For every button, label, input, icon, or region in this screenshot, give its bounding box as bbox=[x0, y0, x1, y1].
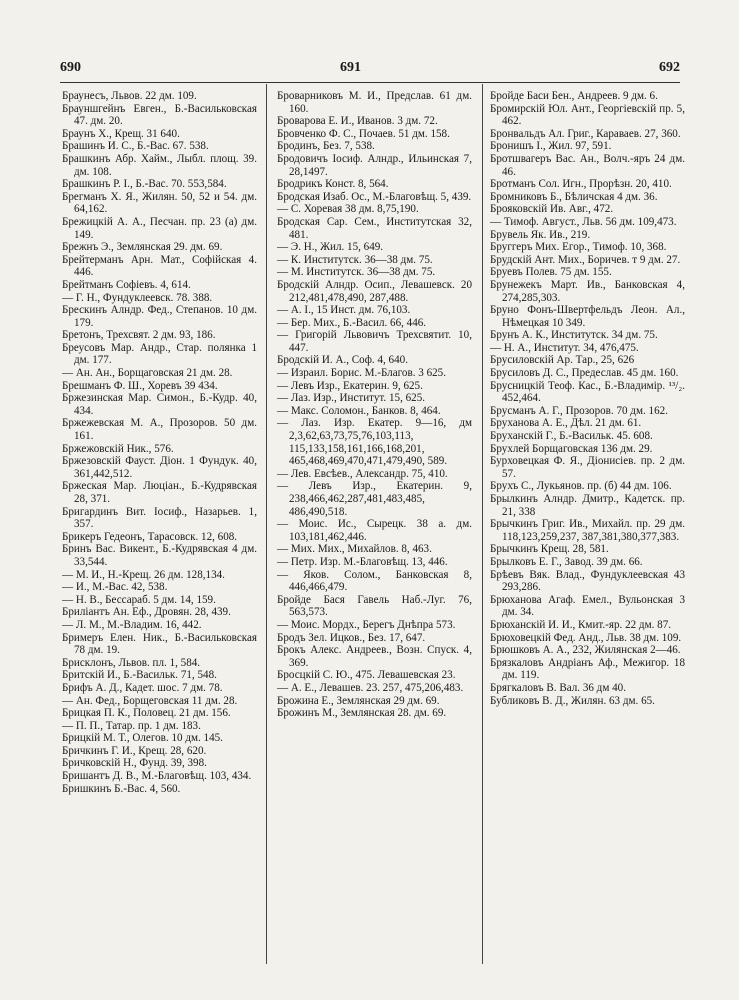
directory-entry: Брылковъ Е. Г., Завод. 39 дм. 66. bbox=[490, 555, 643, 568]
directory-entry: Брожинъ М., Землянская 28. дм. 69. bbox=[277, 707, 447, 720]
directory-entry: — Лаз. Изр. Екатер. 9—16, дм 2,3,62,63,73,75,76,103,113, 115,133,158,161,166,168,201, 465,468,469,470,471,479,490, 589. bbox=[277, 417, 472, 468]
directory-entry: Брувель Як. Ив., 219. bbox=[490, 228, 591, 241]
directory-entry: Бруно Фонъ-Швертфельдъ Леон. Ал., Нѣмецкая 10 349. bbox=[490, 304, 685, 329]
directory-entry: — П. П., Татар. пр. 1 дм. 183. bbox=[62, 719, 201, 732]
directory-entry: Брунежекъ Март. Ив., Банковская 4, 274,285,303. bbox=[490, 278, 685, 304]
page-number-middle: 691 bbox=[340, 60, 361, 75]
directory-entry: Брикеръ Гедеонъ, Тарасовск. 12, 608. bbox=[62, 530, 238, 543]
directory-entry: Бродскій И. А., Соф. 4, 640. bbox=[277, 354, 408, 367]
directory-entry: Брюховецкій Фед. Анд., Льв. 38 дм. 109. bbox=[490, 631, 682, 644]
directory-entry: — Э. Н., Жил. 15, 649. bbox=[277, 241, 384, 254]
directory-entry: Брокъ Алекс. Андреев., Возн. Спуск. 4, 369. bbox=[277, 644, 472, 669]
directory-entry: Бройде Баси Бен., Андреев. 9 дм. 6. bbox=[490, 90, 658, 102]
directory-entry: Бромниковъ Б., Бѣличская 4 дм. 36. bbox=[490, 190, 658, 203]
directory-entry: — Ан. Ан., Борщаговская 21 дм. 28. bbox=[62, 367, 233, 380]
directory-entry: Брицкая П. К., Половец. 21 дм. 156. bbox=[62, 707, 231, 720]
directory-entry: Брескинъ Алндр. Фед., Степанов. 10 дм. 179. bbox=[62, 304, 257, 329]
directory-entry: Брашкинъ Р. I., Б.-Вас. 70. 553,584. bbox=[62, 178, 227, 191]
directory-column-3 bbox=[490, 90, 685, 970]
directory-entry: — Л. М., М.-Владим. 16, 442. bbox=[62, 618, 202, 631]
directory-entry: Бритскій И., Б.-Васильк. 71, 548. bbox=[62, 669, 217, 682]
directory-entry: — Левъ Изр., Екатерин. 9, 238,466,462,287,481,483,485, 486,490,518. bbox=[277, 480, 472, 518]
directory-entry: Бриліантъ Ан. Еф., Дровян. 28, 439. bbox=[62, 606, 231, 619]
directory-entry: Брюханова Агаф. Емел., Вульонская 3 дм. 34. bbox=[490, 593, 685, 619]
directory-entry: Бродовичъ Іосиф. Алндр., Ильинская 7, 28,1497. bbox=[277, 152, 472, 178]
directory-entry: Бретонъ, Трехсвят. 2 дм. 93, 186. bbox=[62, 329, 216, 342]
directory-entry: Бронвальдъ Ал. Григ., Караваев. 27, 360. bbox=[490, 127, 681, 140]
page-number-left: 690 bbox=[60, 60, 81, 75]
directory-entry: Бродскій Алндр. Осип., Левашевск. 20 212,481,478,490, 287,488. bbox=[277, 278, 472, 304]
directory-entry: Броварниковъ М. И., Предслав. 61 дм. 160. bbox=[277, 90, 472, 115]
directory-entry: — Ан. Фед., Борщеговская 11 дм. 28. bbox=[62, 694, 238, 707]
directory-entry: — К. Институтск. 36—38 дм. 75. bbox=[277, 253, 433, 266]
directory-entry: — А. I., 15 Инст. дм. 76,103. bbox=[277, 304, 411, 317]
directory-entry: — Бер. Мих., Б.-Васил. 66, 446. bbox=[277, 316, 427, 329]
directory-entry: Бричкинъ Г. И., Крещ. 28, 620. bbox=[62, 744, 207, 757]
directory-entry: — Тимоф. Август., Льв. 56 дм. 109,473. bbox=[490, 215, 677, 228]
directory-entry: Бродинъ, Без. 7, 538. bbox=[277, 140, 375, 153]
directory-entry: — С. Хоревая 38 дм. 8,75,190. bbox=[277, 203, 419, 216]
directory-entry: Брусиловскій Ар. Тар., 25, 626 bbox=[490, 354, 635, 367]
directory-entry: Бруевъ Полев. 75 дм. 155. bbox=[490, 266, 612, 279]
directory-entry: Брашинъ И. С., Б.-Вас. 67. 538. bbox=[62, 140, 209, 153]
directory-entry: Брегманъ X. Я., Жилян. 50, 52 и 54. дм. 64,162. bbox=[62, 190, 257, 216]
directory-entry: Брюшковъ А. А., 232, Жилянская 2—46. bbox=[490, 644, 681, 657]
directory-entry: Бродрикъ Конст. 8, 564. bbox=[277, 178, 389, 191]
directory-entry: — Мих. Мих., Михайлов. 8, 463. bbox=[277, 543, 432, 556]
directory-entry: Брусницкій Теоф. Кас., Б.-Владимір. ¹³/₂. 452,464. bbox=[490, 379, 685, 405]
directory-entry: — Григорій Львовичъ Трехсвятит. 10, 447. bbox=[277, 329, 472, 354]
directory-entry: Бржежевская М. А., Прозоров. 50 дм. 161. bbox=[62, 417, 257, 443]
directory-entry: Бришантъ Д. В., М.-Благовѣщ. 103, 434. bbox=[62, 770, 252, 783]
directory-entry: Бройде Бася Гавель Наб.-Луг. 76, 563,573. bbox=[277, 593, 472, 619]
directory-entry: Брежнъ Э., Землянская 29. дм. 69. bbox=[62, 241, 223, 254]
column-divider bbox=[266, 84, 267, 964]
directory-entry: — Лаз. Изр., Институт. 15, 625. bbox=[277, 392, 426, 405]
directory-entry: Бржеская Мар. Люціан., Б.-Кудрявская 28, 371. bbox=[62, 480, 257, 505]
directory-entry: Брязкаловъ Андріанъ Аф., Межигор. 18 дм. 119. bbox=[490, 656, 685, 682]
directory-entry: Бржезовскій Фауст. Діон. 1 Фундук. 40, 361,442,512. bbox=[62, 455, 257, 480]
directory-entry: Бровченко Ф. С., Почаев. 51 дм. 158. bbox=[277, 127, 450, 140]
directory-entry: — Моис. Ис., Сырецк. 38 а. дм. 103,181,462,446. bbox=[277, 518, 472, 543]
directory-entry: — Макс. Соломон., Банков. 8, 464. bbox=[277, 404, 441, 417]
directory-entry: Бричковскій Н., Фунд. 39, 398. bbox=[62, 757, 207, 770]
directory-column-1 bbox=[62, 90, 257, 970]
directory-entry: Брейтманъ Софіевъ. 4, 614. bbox=[62, 278, 191, 291]
directory-entry: — М. И., Н.-Крещ. 26 дм. 128,134. bbox=[62, 568, 225, 581]
directory-entry: — И., М.-Вас. 42, 538. bbox=[62, 581, 168, 594]
directory-entry: Бубликовъ В. Д., Жилян. 63 дм. 65. bbox=[490, 694, 655, 707]
directory-entry: Брицкій М. Т., Олегов. 10 дм. 145. bbox=[62, 732, 223, 745]
directory-entry: — Лев. Евсѣев., Александр. 75, 410. bbox=[277, 467, 448, 480]
directory-entry: Браунъ X., Крещ. 31 640. bbox=[62, 127, 180, 140]
directory-entry: Брусманъ А. Г., Прозоров. 70 дм. 162. bbox=[490, 404, 668, 417]
directory-entry: Брейтерманъ Арн. Мат., Софійская 4. 446. bbox=[62, 253, 257, 279]
directory-entry: — Н. В., Бессараб. 5 дм. 14, 159. bbox=[62, 593, 216, 606]
directory-entry: Бржежовскій Ник., 576. bbox=[62, 442, 174, 455]
directory-entry: Браунесъ, Львов. 22 дм. 109. bbox=[62, 90, 197, 102]
directory-entry: Бруггеръ Мих. Егор., Тимоф. 10, 368. bbox=[490, 241, 667, 254]
directory-entry: — Петр. Изр. М.-Благовѣщ. 13, 446. bbox=[277, 555, 448, 568]
header-rule bbox=[60, 82, 680, 83]
directory-entry: Бреусовъ Мар. Андр., Стар. полянка 1 дм. 177. bbox=[62, 341, 257, 367]
directory-entry: Бромирскій Юл. Ант., Георгіевскій пр. 5, 462. bbox=[490, 102, 685, 128]
directory-entry: Брухлей Борщаговская 136 дм. 29. bbox=[490, 442, 653, 455]
directory-entry: Брягкаловъ В. Вал. 36 дм 40. bbox=[490, 681, 626, 694]
directory-entry: Бродъ Зел. Ицков., Без. 17, 647. bbox=[277, 631, 426, 644]
column-divider bbox=[482, 84, 483, 964]
directory-entry: — Г. Н., Фундуклеевск. 78. 388. bbox=[62, 291, 213, 304]
directory-entry: — Н. А., Институт. 34, 476,475. bbox=[490, 341, 639, 354]
directory-entry: — М. Институтск. 36—38 дм. 75. bbox=[277, 266, 436, 279]
directory-entry: Бруханова А. Е., Дѣл. 21 дм. 61. bbox=[490, 417, 642, 430]
directory-entry: Брылкинъ Алндр. Дмитр., Кадетск. пр. 21, 338 bbox=[490, 493, 685, 518]
directory-entry: Брычкинъ Григ. Ив., Михайл. пр. 29 дм. 118,123,259,237, 387,381,380,377,383. bbox=[490, 518, 685, 543]
directory-entry: Брѣевъ Вяк. Влад., Фундуклеевская 43 293,286. bbox=[490, 568, 685, 594]
directory-entry: — Израил. Борис. М.-Благов. 3 625. bbox=[277, 367, 446, 380]
directory-entry: Бронишъ I., Жил. 97, 591. bbox=[490, 140, 612, 153]
directory-entry: Брашкинъ Абр. Хайм., Лыбл. площ. 39. дм. 108. bbox=[62, 152, 257, 178]
page-number-right: 692 bbox=[659, 60, 680, 75]
directory-column-2 bbox=[277, 90, 472, 970]
directory-entry: Бросцкій С. Ю., 475. Левашевская 23. bbox=[277, 669, 456, 682]
directory-entry: — Моис. Мордх., Берегъ Днѣпра 573. bbox=[277, 618, 456, 631]
directory-entry: — А. Е., Левашев. 23. 257, 475,206,483. bbox=[277, 681, 464, 694]
directory-entry: Брусиловъ Д. С., Предеслав. 45 дм. 160. bbox=[490, 367, 679, 380]
directory-entry: Брауншгейнъ Евген., Б.-Васильковская 47. дм. 20. bbox=[62, 102, 257, 128]
directory-entry: Брычкинъ Крещ. 28, 581. bbox=[490, 543, 609, 556]
directory-entry: Бригардинъ Вит. Іосиф., Назарьев. 1, 357. bbox=[62, 505, 257, 531]
directory-entry: Бруханскій Г., Б.-Васильк. 45. 608. bbox=[490, 430, 653, 443]
directory-entry: Брифъ А. Д., Кадет. шос. 7 дм. 78. bbox=[62, 681, 223, 694]
directory-entry: Бродская Сар. Сем., Институтская 32, 481. bbox=[277, 215, 472, 241]
directory-entry: — Яков. Солом., Банковская 8, 446,466,479. bbox=[277, 568, 472, 594]
directory-entry: — Левъ Изр., Екатерин. 9, 625. bbox=[277, 379, 423, 392]
directory-entry: Бротшвагеръ Вас. Ан., Волч.-яръ 24 дм. 46. bbox=[490, 152, 685, 178]
directory-entry: Брухъ С., Лукьянов. пр. (б) 44 дм. 106. bbox=[490, 480, 672, 493]
directory-entry: Бринъ Вас. Викент., Б.-Кудрявская 4 дм. 33,544. bbox=[62, 543, 257, 568]
directory-entry: Брюханскій И. И., Кмит.-яр. 22 дм. 87. bbox=[490, 618, 672, 631]
directory-entry: Брежицкій А. А., Песчан. пр. 23 (а) дм. 149. bbox=[62, 215, 257, 241]
directory-entry: Бримеръ Елен. Ник., Б.-Васильковская 78 дм. 19. bbox=[62, 631, 257, 657]
directory-entry: Бришкинъ Б.-Вас. 4, 560. bbox=[62, 782, 181, 795]
directory-entry: Брунъ А. К., Институтск. 34 дм. 75. bbox=[490, 329, 658, 342]
directory-entry: Бротманъ Сол. Игн., Прорѣзн. 20, 410. bbox=[490, 178, 672, 191]
directory-entry: Брояковскій Ив. Авг., 472. bbox=[490, 203, 614, 216]
directory-entry: Бродская Изаб. Ос., М.-Благовѣщ. 5, 439. bbox=[277, 190, 472, 203]
directory-entry: Брешманъ Ф. Ш., Хоревъ 39 434. bbox=[62, 379, 218, 392]
directory-entry: Бржезинская Мар. Симон., Б.-Кудр. 40, 434. bbox=[62, 392, 257, 417]
page-header bbox=[60, 60, 680, 82]
directory-entry: Броварова Е. И., Иванов. 3 дм. 72. bbox=[277, 115, 438, 128]
directory-entry: Брожина Е., Землянская 29 дм. 69. bbox=[277, 694, 440, 707]
directory-entry: Бурховецкая Ф. Я., Діонисіев. пр. 2 дм. 57. bbox=[490, 455, 685, 480]
directory-entry: Брисклонъ, Львов. пл. 1, 584. bbox=[62, 656, 201, 669]
directory-entry: Брудскій Ант. Мих., Боричев. т 9 дм. 27. bbox=[490, 253, 681, 266]
